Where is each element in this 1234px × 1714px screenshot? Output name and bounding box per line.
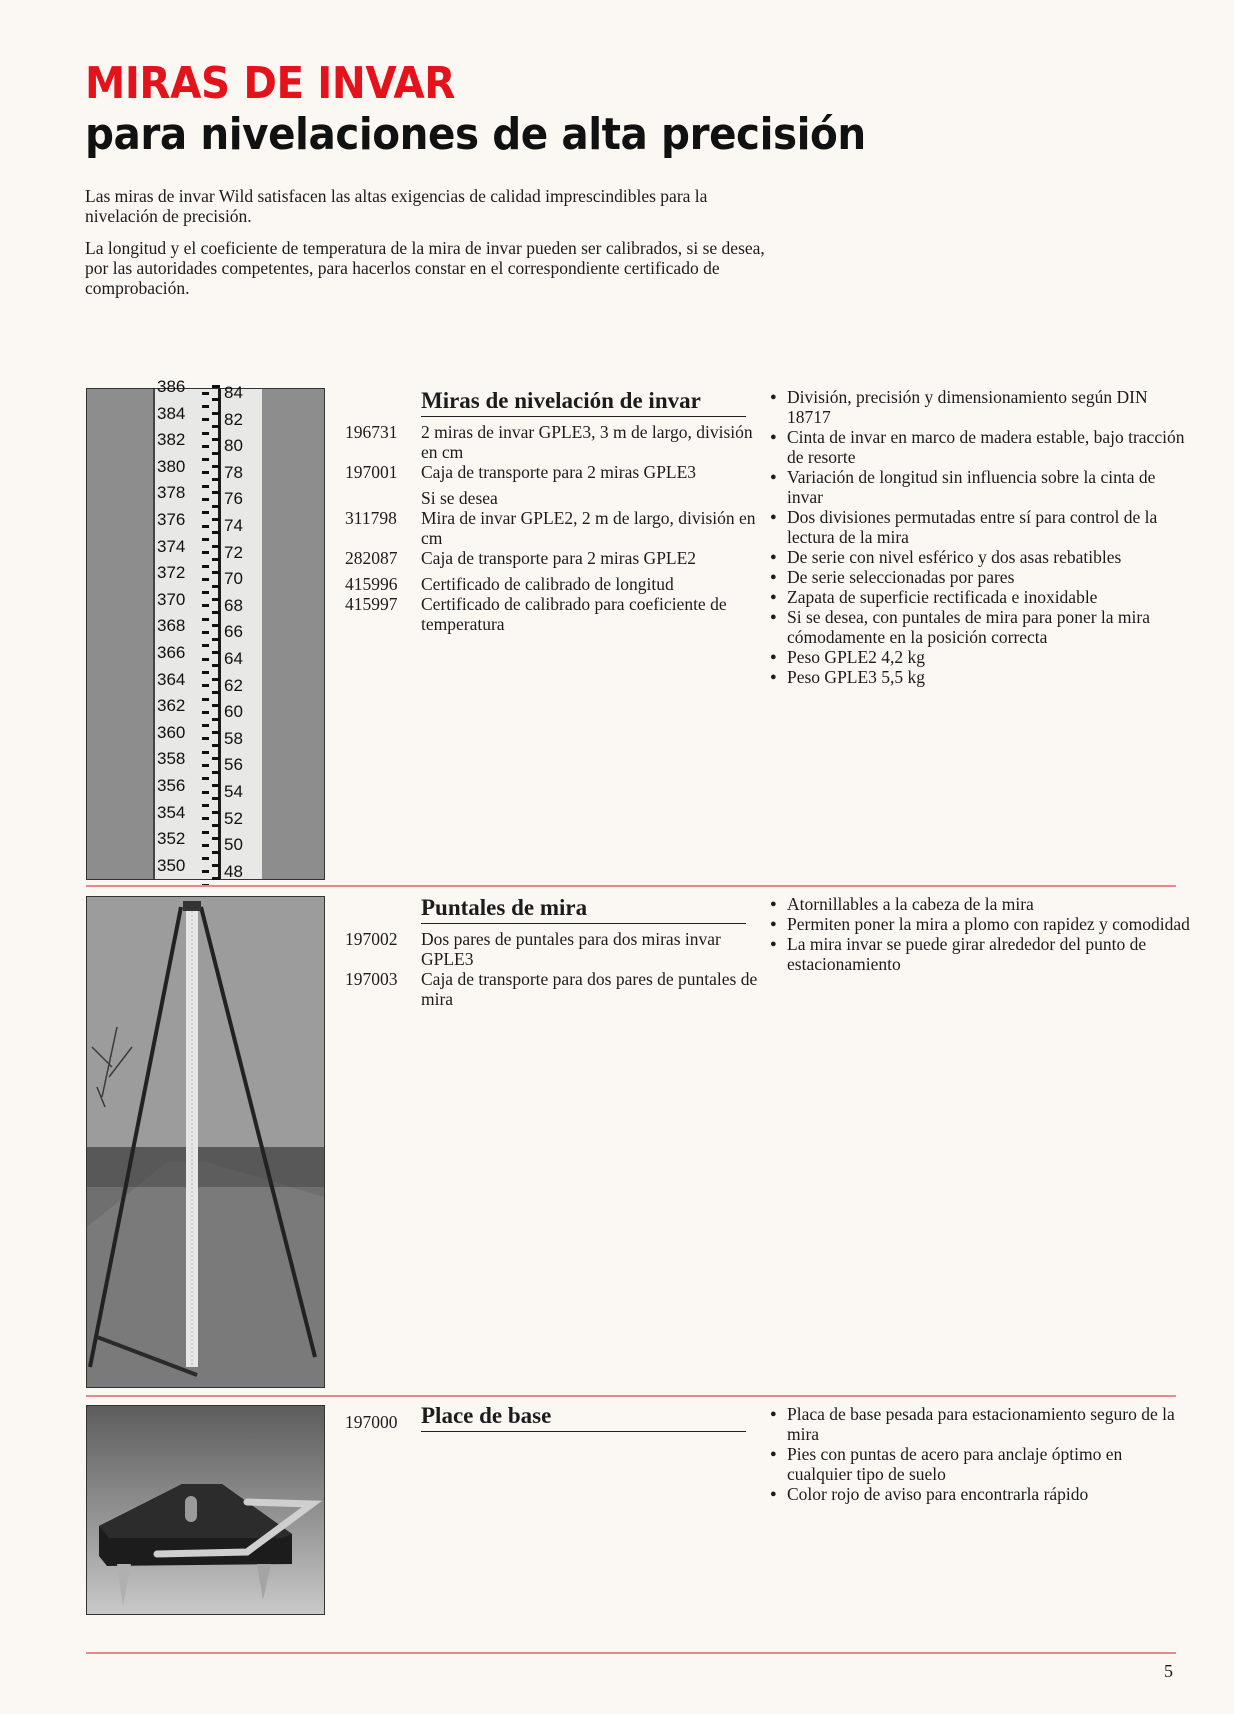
rod-props-illustration bbox=[87, 897, 324, 1387]
rod-tick bbox=[212, 545, 220, 548]
rod-right-label: 76 bbox=[224, 489, 243, 509]
rod-right-label: 80 bbox=[224, 436, 243, 456]
rod-tick bbox=[202, 551, 209, 554]
rod-tick bbox=[212, 731, 220, 734]
rod-right-label: 82 bbox=[224, 409, 243, 429]
rod-tick bbox=[202, 671, 209, 674]
list-item bbox=[345, 594, 765, 634]
rod-tick bbox=[202, 392, 209, 395]
rod-tick bbox=[202, 644, 209, 647]
rod-right-label: 84 bbox=[224, 383, 243, 402]
rod-left-label: 358 bbox=[157, 749, 186, 769]
rod-tick bbox=[202, 737, 209, 740]
item-description: Mira de invar GPLE2, 2 m de largo, división en cm bbox=[421, 508, 756, 548]
item-code: 197003 bbox=[345, 969, 398, 989]
rod-right-label: 62 bbox=[224, 675, 243, 695]
rod-tick bbox=[202, 578, 209, 581]
rod-left-label: 364 bbox=[157, 669, 186, 689]
rod-tick bbox=[202, 631, 209, 634]
rod-tick bbox=[202, 844, 209, 847]
rod-right-label: 52 bbox=[224, 808, 243, 828]
rod-tick bbox=[202, 458, 209, 461]
item-description: Certificado de calibrado de longitud bbox=[421, 574, 674, 594]
rod-tick bbox=[202, 471, 209, 474]
rod-tick bbox=[212, 784, 220, 787]
rod-right-label: 74 bbox=[224, 516, 243, 535]
section-divider bbox=[86, 885, 1176, 887]
rod-tick bbox=[212, 691, 220, 694]
section-heading-base-plate: Place de base bbox=[421, 1403, 746, 1432]
list-item bbox=[345, 929, 765, 969]
rod-tick bbox=[212, 678, 220, 681]
rod-left-label: 380 bbox=[157, 456, 186, 476]
rod-tick bbox=[202, 804, 209, 807]
rod-tick bbox=[212, 385, 220, 388]
item-code: 196731 bbox=[345, 422, 398, 442]
list-item bbox=[345, 574, 765, 594]
item-description: Caja de transporte para 2 miras GPLE3 bbox=[421, 462, 697, 482]
list-item bbox=[345, 548, 765, 568]
rod-tick bbox=[212, 718, 220, 721]
rod-tick bbox=[202, 857, 209, 860]
item-description: Dos pares de puntales para dos miras invar GPLE3 bbox=[421, 929, 721, 969]
rod-tick bbox=[212, 811, 220, 814]
feature-item: ● Permiten poner la mira a plomo con rapidez y comodidad bbox=[770, 914, 1190, 934]
rod-tick bbox=[212, 585, 220, 588]
rod-tick bbox=[202, 418, 209, 421]
rod-left-label: 376 bbox=[157, 510, 186, 529]
rod-right-label: 66 bbox=[224, 622, 243, 642]
intro-text-2: La longitud y el coeficiente de temperatura de la mira de invar pueden ser calibrados, si se desea, por las autoridades competentes, para hacerlos constar en el correspondiente certificado de comprobación. bbox=[85, 238, 765, 298]
rod-tick bbox=[212, 624, 220, 627]
rod-left-label: 378 bbox=[157, 483, 186, 503]
feature-item: ● Variación de longitud sin influencia sobre la cinta de invar bbox=[770, 467, 1190, 507]
rod-props-photo bbox=[86, 896, 325, 1388]
item-code: 197001 bbox=[345, 462, 398, 482]
base-plate-illustration bbox=[87, 1406, 324, 1614]
feature-item: ● De serie seleccionadas por pares bbox=[770, 567, 1190, 587]
rod-tick bbox=[212, 478, 220, 481]
rod-tick bbox=[212, 491, 220, 494]
feature-item: ● Si se desea, con puntales de mira para poner la mira cómodamente en la posición correcta bbox=[770, 607, 1190, 647]
item-code: 197002 bbox=[345, 929, 398, 949]
rod-right-label: 70 bbox=[224, 569, 243, 589]
rod-tick bbox=[202, 791, 209, 794]
rod-right-label: 58 bbox=[224, 728, 243, 748]
rod-right-label: 64 bbox=[224, 649, 243, 668]
intro-paragraph-2 bbox=[85, 238, 765, 298]
rod-left-label: 374 bbox=[157, 536, 186, 556]
rod-tick bbox=[202, 498, 209, 501]
rod-tick bbox=[212, 452, 220, 455]
rod-left-label: 354 bbox=[157, 802, 186, 822]
item-code: 415996 bbox=[345, 574, 398, 594]
base-plate-features bbox=[770, 1404, 1190, 1504]
rod-tick bbox=[202, 538, 209, 541]
rod-tick bbox=[212, 704, 220, 707]
rod-tick bbox=[212, 824, 220, 827]
base-plate-photo bbox=[86, 1405, 325, 1615]
rod-right-label: 50 bbox=[224, 835, 243, 855]
section-divider bbox=[86, 1395, 1176, 1397]
page-title: MIRAS DE INVAR bbox=[85, 58, 456, 109]
optional-subheading: Si se desea bbox=[421, 488, 498, 508]
rod-tick bbox=[212, 651, 220, 654]
rod-right-label: 56 bbox=[224, 755, 243, 775]
rod-tick bbox=[212, 744, 220, 747]
feature-item: ● Peso GPLE3 5,5 kg bbox=[770, 667, 1190, 687]
list-item bbox=[345, 462, 765, 482]
footer-divider bbox=[86, 1652, 1176, 1654]
rod-tick bbox=[202, 511, 209, 514]
rod-tick bbox=[202, 445, 209, 448]
rod-tick bbox=[212, 851, 220, 854]
item-code: 197000 bbox=[345, 1412, 398, 1432]
rod-left-label: 370 bbox=[157, 589, 186, 609]
rod-props-item-list bbox=[345, 929, 765, 1009]
item-code: 311798 bbox=[345, 508, 397, 528]
rod-right-label: 48 bbox=[224, 861, 243, 881]
item-code: 282087 bbox=[345, 548, 398, 568]
rod-tick bbox=[212, 425, 220, 428]
rod-tick bbox=[212, 598, 220, 601]
item-code: 415997 bbox=[345, 594, 398, 614]
feature-item: ● Pies con puntas de acero para anclaje óptimo en cualquier tipo de suelo bbox=[770, 1444, 1190, 1484]
rod-tick bbox=[202, 711, 209, 714]
rod-scale-spine bbox=[218, 389, 221, 879]
item-description: Certificado de calibrado para coeficiente de temperatura bbox=[421, 594, 727, 634]
rod-tick bbox=[212, 531, 220, 534]
rod-left-label: 368 bbox=[157, 616, 186, 636]
rod-tick bbox=[212, 771, 220, 774]
rod-tick bbox=[212, 877, 220, 880]
rod-tick bbox=[202, 658, 209, 661]
rod-tick bbox=[202, 618, 209, 621]
rod-tick bbox=[202, 604, 209, 607]
feature-item: ● Color rojo de aviso para encontrarla rápido bbox=[770, 1484, 1190, 1504]
intro-paragraph-1 bbox=[85, 186, 765, 226]
rod-right-label: 68 bbox=[224, 595, 243, 615]
rod-tick bbox=[202, 591, 209, 594]
rod-tick bbox=[202, 764, 209, 767]
invar-rods-features bbox=[770, 387, 1190, 687]
rod-tick bbox=[212, 412, 220, 415]
rod-tick bbox=[212, 465, 220, 468]
feature-item: ● De serie con nivel esférico y dos asas rebatibles bbox=[770, 547, 1190, 567]
item-description: Caja de transporte para 2 miras GPLE2 bbox=[421, 548, 697, 568]
feature-item: ● Peso GPLE2 4,2 kg bbox=[770, 647, 1190, 667]
rod-left-label: 366 bbox=[157, 643, 186, 662]
rod-left-label: 350 bbox=[157, 855, 186, 875]
rod-tick bbox=[202, 432, 209, 435]
rod-tick bbox=[202, 724, 209, 727]
rod-right-label: 72 bbox=[224, 542, 243, 562]
feature-item: ● Cinta de invar en marco de madera estable, bajo tracción de resorte bbox=[770, 427, 1190, 467]
rod-right-label: 78 bbox=[224, 462, 243, 482]
feature-item: ● División, precisión y dimensionamiento según DIN 18717 bbox=[770, 387, 1190, 427]
list-item bbox=[345, 508, 765, 548]
feature-item: ● Dos divisiones permutadas entre sí para control de la lectura de la mira bbox=[770, 507, 1190, 547]
section-heading-rod-props: Puntales de mira bbox=[421, 895, 746, 924]
rod-tick bbox=[202, 817, 209, 820]
page-number: 5 bbox=[1164, 1661, 1173, 1681]
rod-left-label: 372 bbox=[157, 563, 186, 583]
feature-item: ● Placa de base pesada para estacionamiento seguro de la mira bbox=[770, 1404, 1190, 1444]
rod-tick bbox=[212, 864, 220, 867]
rod-tick bbox=[202, 525, 209, 528]
rod-left-label: 356 bbox=[157, 776, 186, 795]
rod-tick bbox=[212, 518, 220, 521]
rod-tick bbox=[212, 757, 220, 760]
rod-props-features bbox=[770, 894, 1190, 974]
rod-tick bbox=[212, 571, 220, 574]
section-heading-invar-rods: Miras de nivelación de invar bbox=[421, 388, 746, 417]
rod-left-label: 384 bbox=[157, 403, 186, 423]
list-item bbox=[345, 969, 765, 1009]
item-description: 2 miras de invar GPLE3, 3 m de largo, división en cm bbox=[421, 422, 753, 462]
rod-tick bbox=[212, 664, 220, 667]
rod-left-label: 360 bbox=[157, 722, 186, 742]
rod-tick bbox=[202, 684, 209, 687]
feature-item: ● La mira invar se puede girar alrededor del punto de estacionamiento bbox=[770, 934, 1190, 974]
rod-tick bbox=[202, 565, 209, 568]
rod-tick bbox=[202, 751, 209, 754]
rod-tick bbox=[202, 831, 209, 834]
rod-tick bbox=[212, 638, 220, 641]
page-subtitle: para nivelaciones de alta precisión bbox=[85, 109, 866, 160]
rod-tick bbox=[212, 611, 220, 614]
rod-right-label: 60 bbox=[224, 702, 243, 722]
feature-item: ● Atornillables a la cabeza de la mira bbox=[770, 894, 1190, 914]
item-description: Caja de transporte para dos pares de puntales de mira bbox=[421, 969, 758, 1009]
rod-tick bbox=[202, 870, 209, 873]
feature-item: ● Zapata de superficie rectificada e inoxidable bbox=[770, 587, 1190, 607]
rod-tick bbox=[212, 398, 220, 401]
rod-tick bbox=[212, 438, 220, 441]
rod-tick bbox=[202, 405, 209, 408]
invar-rod-photo bbox=[86, 377, 325, 881]
rod-tick bbox=[212, 797, 220, 800]
rod-left-label: 382 bbox=[157, 430, 186, 450]
rod-tick bbox=[212, 505, 220, 508]
invar-rods-item-list bbox=[345, 422, 765, 634]
rod-tick bbox=[202, 485, 209, 488]
rod-tick bbox=[212, 837, 220, 840]
rod-left-label: 352 bbox=[157, 829, 186, 849]
rod-tick bbox=[212, 558, 220, 561]
rod-left-label: 386 bbox=[157, 377, 186, 396]
rod-tick bbox=[202, 698, 209, 701]
rod-tick bbox=[202, 777, 209, 780]
rod-right-label: 54 bbox=[224, 782, 243, 801]
list-item bbox=[345, 422, 765, 462]
intro-text-1: Las miras de invar Wild satisfacen las altas exigencias de calidad imprescindibles para la nivelación de precisión. bbox=[85, 186, 708, 226]
rod-left-label: 362 bbox=[157, 696, 186, 716]
